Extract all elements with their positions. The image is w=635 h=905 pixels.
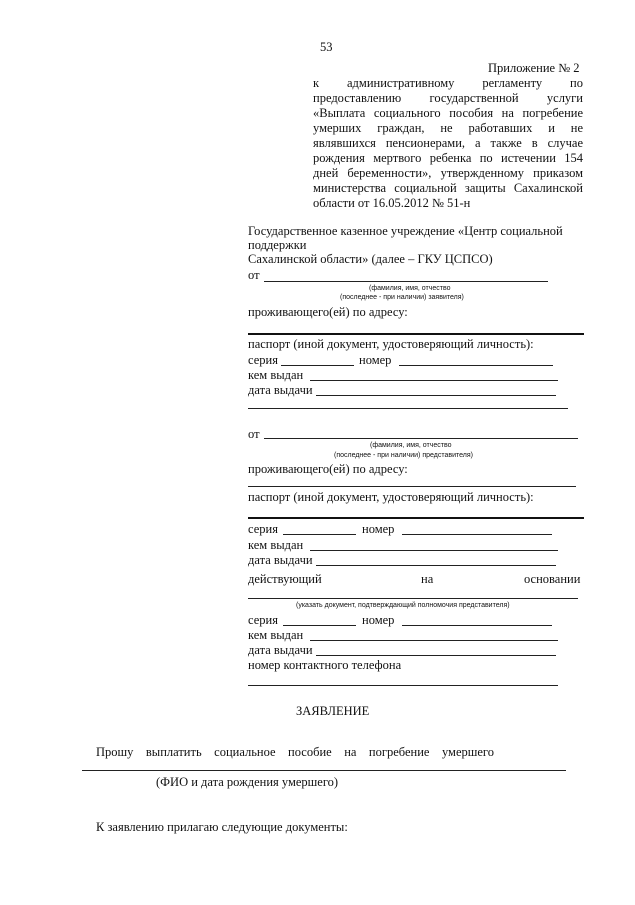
phone-label: номер контактного телефона <box>248 658 402 672</box>
appendix-text <box>313 76 583 211</box>
applicant-name-hint: (последнее - при наличии) заявителя) <box>340 294 464 301</box>
representative-issued-by2-label: кем выдан <box>248 628 304 642</box>
representative-issue-date2-label: дата выдачи <box>248 643 313 657</box>
appendix-line: к административному регламенту по <box>313 76 583 90</box>
applicant-issue-date-field[interactable] <box>316 395 556 396</box>
representative-series-label: серия <box>248 522 278 536</box>
representative-number2-label: номер <box>362 613 395 627</box>
representative-series2-label: серия <box>248 613 278 627</box>
appendix-line: дней беременности», утвержденному приказом <box>313 166 583 180</box>
basis-document-hint: (указать документ, подтверждающий полномочия представителя) <box>296 602 510 609</box>
deceased-field[interactable] <box>82 770 566 771</box>
representative-address-label: проживающего(ей) по адресу: <box>248 462 408 476</box>
addressee-line: поддержки <box>248 238 307 252</box>
appendix-line: умерших граждан, не работавших и не <box>313 121 583 135</box>
appendix-line: являвшихся пенсионерами, а также в случае <box>313 136 583 150</box>
applicant-issued-by-field[interactable] <box>310 380 558 381</box>
representative-name-field[interactable] <box>264 438 578 439</box>
representative-issued-by2-field[interactable] <box>310 640 558 641</box>
representative-passport-label: паспорт (иной документ, удостоверяющий личность): <box>248 490 534 504</box>
appendix-line: рождения мертвого ребенка по истечении 154 <box>313 151 583 165</box>
representative-issue-date2-field[interactable] <box>316 655 556 656</box>
appendix-line: предоставлению государственной услуги <box>313 91 583 105</box>
representative-issue-date-field[interactable] <box>316 565 556 566</box>
applicant-from-label: от <box>248 268 260 282</box>
appendix-title: Приложение № 2 <box>488 61 580 75</box>
applicant-address-field[interactable] <box>248 333 584 335</box>
applicant-extra-field[interactable] <box>248 408 568 409</box>
page-number: 53 <box>320 40 333 54</box>
applicant-issued-by-label: кем выдан <box>248 368 304 382</box>
applicant-address-label: проживающего(ей) по адресу: <box>248 305 408 319</box>
representative-passport-field[interactable] <box>248 517 584 519</box>
applicant-name-field[interactable] <box>264 281 548 282</box>
representative-series2-field[interactable] <box>283 625 356 626</box>
attachments-label: К заявлению прилагаю следующие документы: <box>96 820 348 834</box>
addressee-line: Государственное казенное учреждение «Центр социальной <box>248 224 563 238</box>
representative-name-hint: (фамилия, имя, отчество <box>370 442 452 449</box>
acting-word: на <box>421 572 434 586</box>
applicant-passport-label: паспорт (иной документ, удостоверяющий личность): <box>248 337 534 351</box>
applicant-name-hint: (фамилия, имя, отчество <box>369 285 451 292</box>
acting-word: основании <box>524 572 581 586</box>
representative-issued-by-label: кем выдан <box>248 538 304 552</box>
applicant-series-label: серия <box>248 353 278 367</box>
appendix-line: «Выплата социального пособия на погребение <box>313 106 583 120</box>
representative-address-field[interactable] <box>248 486 576 487</box>
representative-number2-field[interactable] <box>402 625 552 626</box>
applicant-series-field[interactable] <box>281 365 354 366</box>
representative-number-field[interactable] <box>402 534 552 535</box>
representative-issue-date-label: дата выдачи <box>248 553 313 567</box>
appendix-line: области от 16.05.2012 № 51-н <box>313 196 471 210</box>
representative-series-field[interactable] <box>283 534 356 535</box>
representative-number-label: номер <box>362 522 395 536</box>
statement-request: Прошу выплатить социальное пособие на погребение умершего <box>96 745 494 759</box>
deceased-hint: (ФИО и дата рождения умершего) <box>156 775 339 789</box>
representative-name-hint: (последнее - при наличии) представителя) <box>334 452 473 459</box>
statement-title: ЗАЯВЛЕНИЕ <box>296 704 370 718</box>
addressee-line: Сахалинской области» (далее – ГКУ ЦСПСО) <box>248 252 493 266</box>
representative-issued-by-field[interactable] <box>310 550 558 551</box>
representative-from-label: от <box>248 427 260 441</box>
phone-field[interactable] <box>248 685 558 686</box>
basis-document-field[interactable] <box>248 598 578 599</box>
applicant-number-field[interactable] <box>399 365 553 366</box>
appendix-line: министерства социальной защиты Сахалинской <box>313 181 583 195</box>
acting-word: действующий <box>248 572 322 586</box>
applicant-number-label: номер <box>359 353 392 367</box>
applicant-issue-date-label: дата выдачи <box>248 383 313 397</box>
